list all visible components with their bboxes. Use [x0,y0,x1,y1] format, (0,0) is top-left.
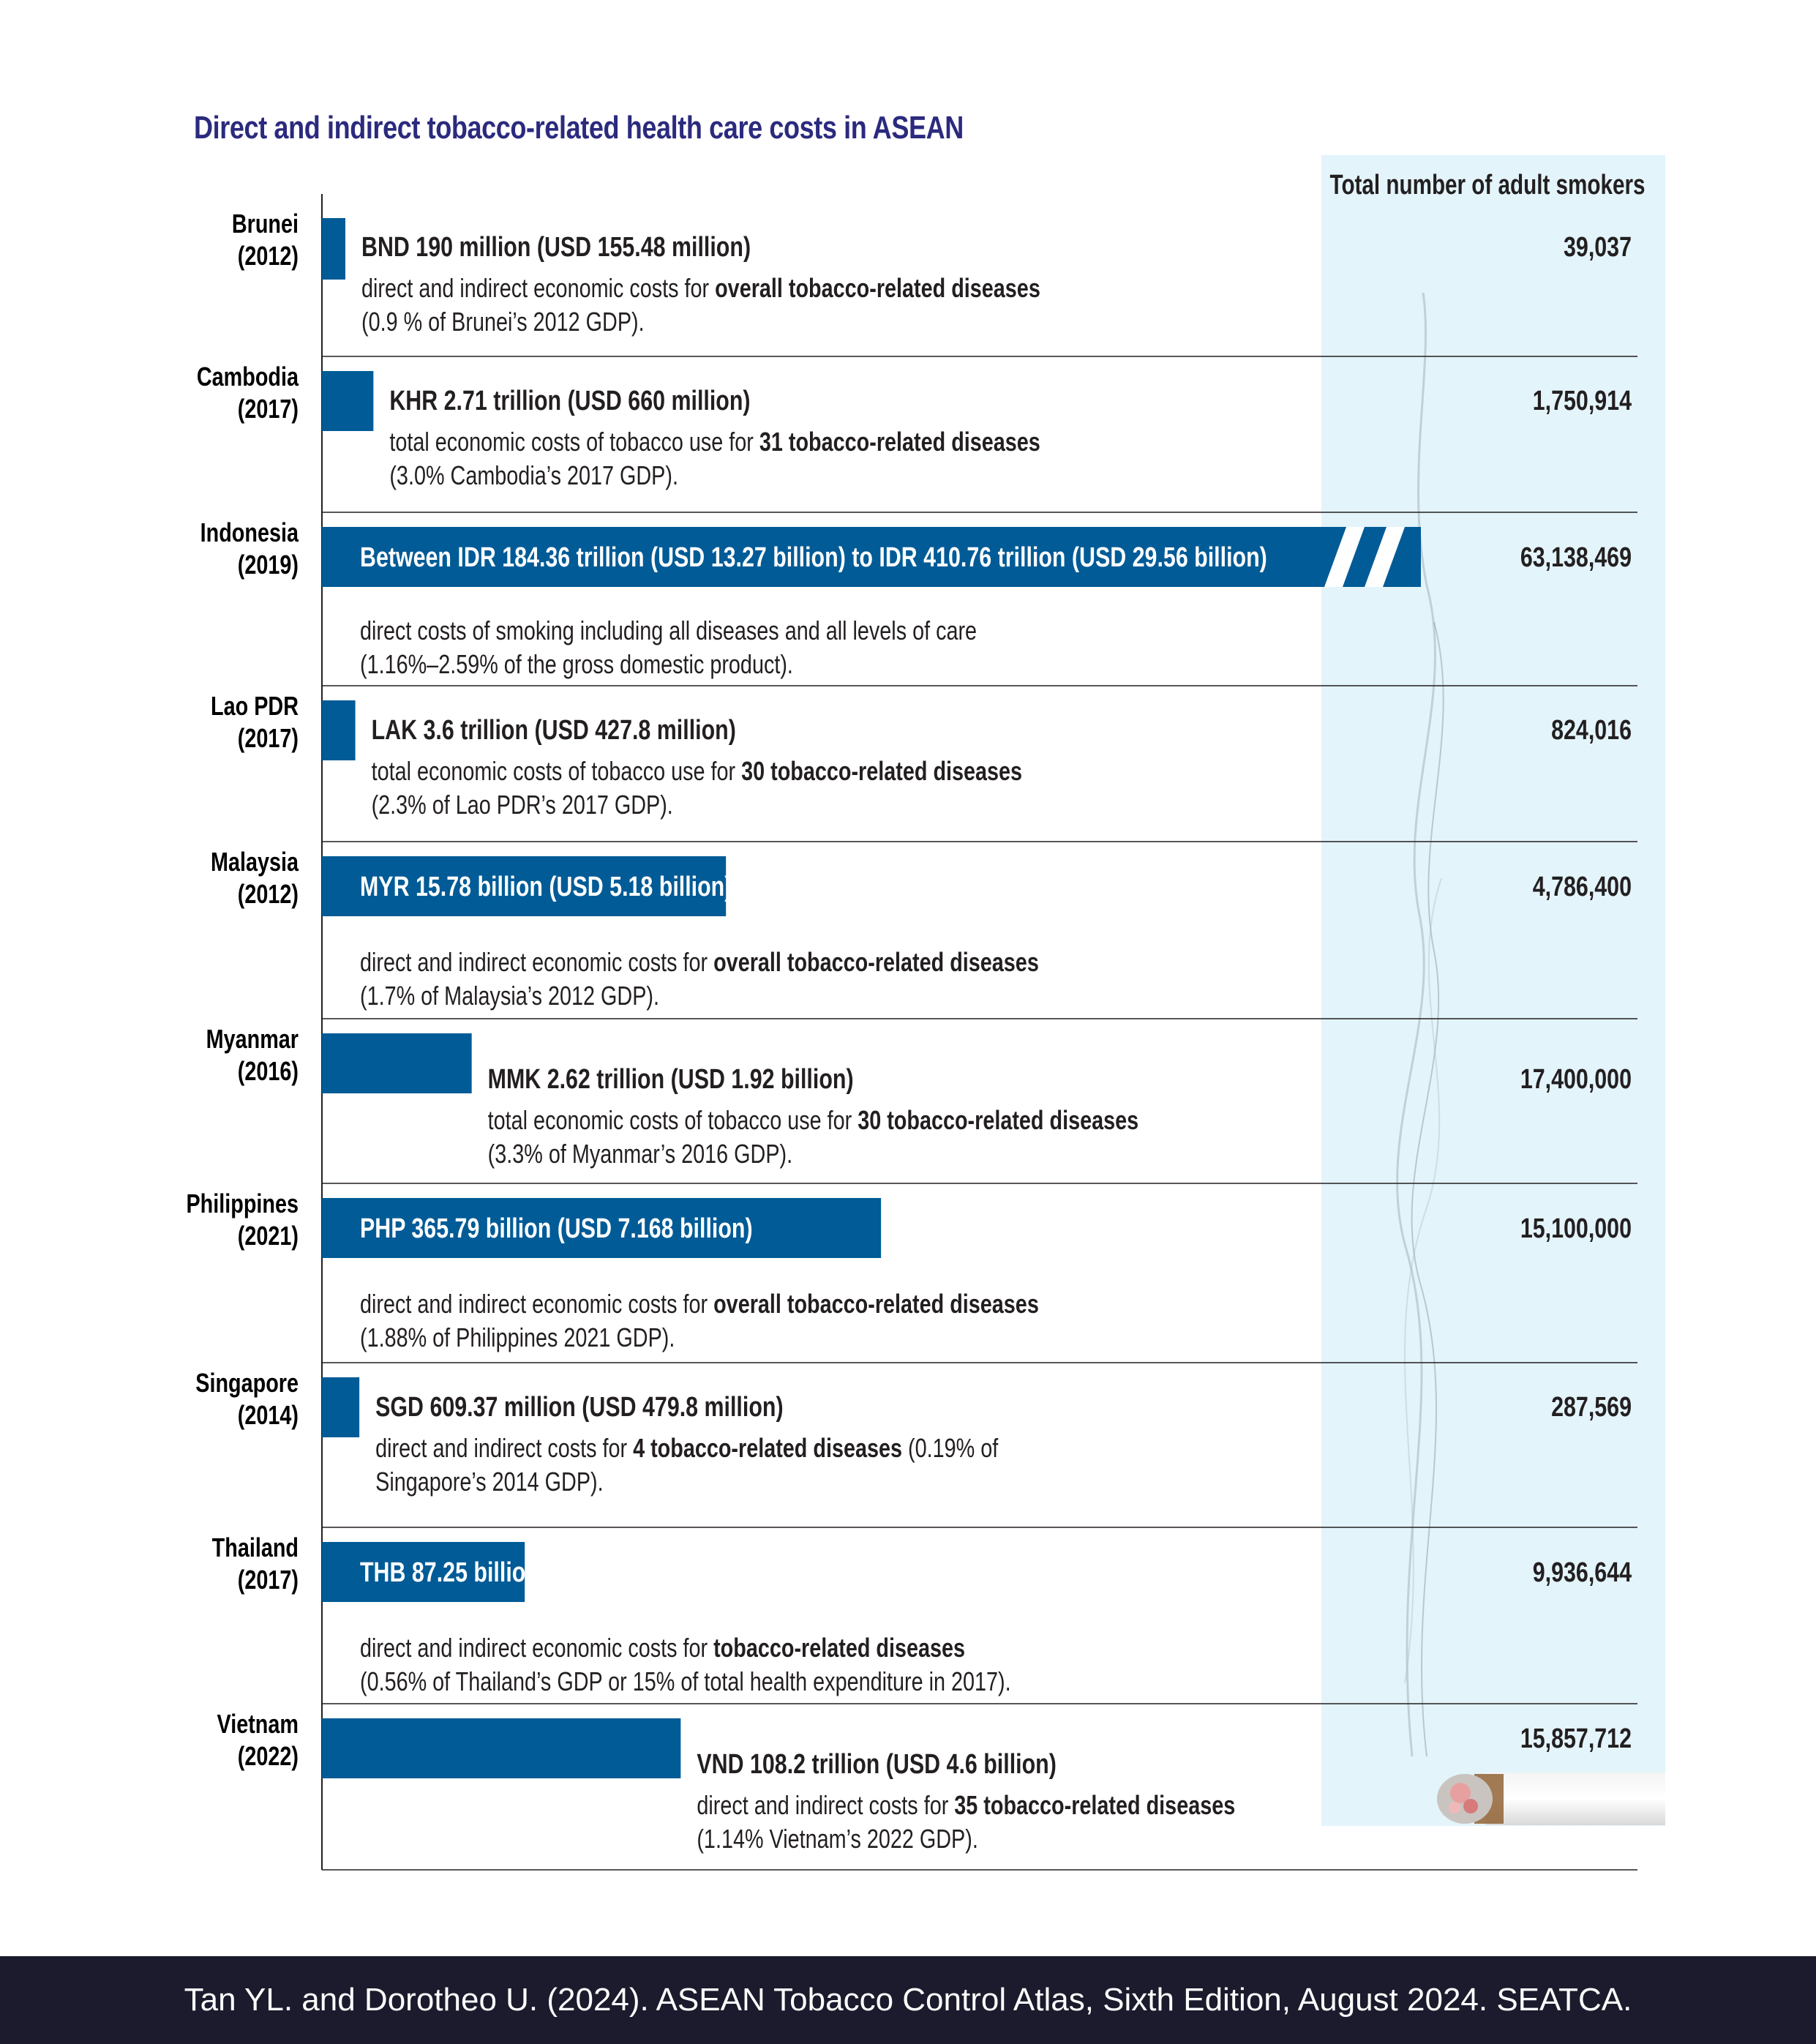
description-bold-text: 30 tobacco-related diseases [858,1104,1139,1135]
country-row [212,1532,1637,1704]
description-gdp-line: (0.9 % of Brunei’s 2012 GDP). [361,306,645,337]
description-gdp-line: Singapore’s 2014 GDP). [375,1466,604,1497]
description-line [361,273,1040,303]
country-row [206,1024,1637,1183]
description-gdp-line: (1.88% of Philippines 2021 GDP). [360,1322,675,1352]
description-bold-text: tobacco-related diseases [713,1632,966,1663]
country-year-label: (2012) [237,878,299,909]
description-line [389,427,1040,457]
smokers-count-label: 15,100,000 [1520,1213,1632,1244]
smokers-count-label: 9,936,644 [1532,1557,1632,1588]
cost-value-label: BND 190 million (USD 155.48 million) [361,231,751,263]
description-line [360,615,977,645]
description-text: direct costs of smoking including all diseases and all levels of care [360,615,978,645]
smokers-count-label: 15,857,712 [1520,1723,1632,1754]
country-year-label: (2021) [237,1220,299,1251]
smokers-count-label: 1,750,914 [1532,385,1632,416]
description-bold-text: overall tobacco-related diseases [715,272,1040,303]
cost-bar [322,371,373,431]
description-gdp-line: (1.7% of Malaysia’s 2012 GDP). [360,980,659,1011]
description-gdp-line: (1.14% Vietnam’s 2022 GDP). [697,1823,978,1854]
description-text: total economic costs of tobacco use for [389,426,759,457]
country-year-label: (2017) [237,1564,299,1595]
description-bold-text: overall tobacco-related diseases [713,946,1039,977]
description-bold-text: 4 tobacco-related diseases [633,1432,903,1463]
smokers-count-label: 824,016 [1551,714,1632,746]
description-gdp-line: (0.56% of Thailand’s GDP or 15% of total health expenditure in 2017). [360,1666,1011,1696]
smokers-count-label: 17,400,000 [1520,1063,1632,1095]
description-gdp-line: (2.3% of Lao PDR’s 2017 GDP). [371,789,673,820]
description-line [360,1289,1039,1319]
country-name-label: Brunei [231,208,299,239]
cost-bar [322,1718,680,1778]
source-citation: Tan YL. and Dorotheo U. (2024). ASEAN Tobacco Control Atlas, Sixth Edition, August 2024. SEATCA. [0,1956,1816,2044]
country-row [232,209,1637,356]
cost-value-label: MMK 2.62 trillion (USD 1.92 billion) [487,1063,854,1095]
cost-value-label: PHP 365.79 billion (USD 7.168 billion) [360,1213,753,1244]
cost-value-label: KHR 2.71 trillion (USD 660 million) [389,385,751,416]
cost-value-label: MYR 15.78 billion (USD 5.18 billion) [360,871,732,902]
country-row [195,1368,1637,1527]
description-text: total economic costs of tobacco use for [371,755,742,786]
cost-value-label: VND 108.2 trillion (USD 4.6 billion) [697,1748,1057,1780]
country-row [197,362,1637,512]
description-text: direct and indirect economic costs for [360,1288,714,1319]
cost-bar [322,1033,472,1093]
description-line [375,1433,999,1463]
country-year-label: (2017) [237,722,299,753]
description-bold-text: overall tobacco-related diseases [713,1288,1039,1319]
country-name-label: Cambodia [196,361,299,392]
description-gdp-line: (1.16%–2.59% of the gross domestic product). [360,648,793,679]
country-name-label: Philippines [186,1188,299,1218]
smokers-column-header: Total number of adult smokers [1329,170,1645,201]
description-line [697,1790,1235,1820]
cost-bar [322,218,345,280]
description-text-tail: (0.19% of [902,1432,999,1463]
country-year-label: (2014) [237,1399,299,1430]
country-name-label: Lao PDR [211,690,299,721]
description-gdp-line: (3.3% of Myanmar’s 2016 GDP). [487,1138,793,1169]
cost-value-label: THB 87.25 billion (USD 2.6 billion) [360,1557,716,1588]
country-year-label: (2016) [237,1055,299,1086]
country-name-label: Myanmar [206,1023,299,1054]
description-line [360,947,1039,977]
description-bold-text: 30 tobacco-related diseases [741,755,1023,786]
smokers-count-label: 63,138,469 [1520,542,1632,573]
country-name-label: Singapore [195,1367,299,1398]
description-line [372,756,1022,786]
description-text: direct and indirect costs for [697,1789,955,1820]
country-row [200,517,1637,686]
smokers-count-label: 287,569 [1551,1391,1632,1423]
description-text: direct and indirect costs for [375,1432,634,1463]
cost-value-label: SGD 609.37 million (USD 479.8 million) [375,1391,784,1423]
description-bold-text: 35 tobacco-related diseases [954,1789,1236,1820]
country-year-label: (2019) [237,549,299,580]
description-bold-text: 31 tobacco-related diseases [759,426,1040,457]
description-line [360,1633,965,1663]
description-gdp-line: (3.0% Cambodia’s 2017 GDP). [389,460,678,490]
cost-bar [322,1377,359,1437]
country-year-label: (2022) [237,1740,299,1771]
description-line [488,1105,1138,1135]
country-name-label: Thailand [211,1532,299,1562]
country-name-label: Indonesia [200,517,299,547]
smokers-count-label: 39,037 [1564,231,1632,263]
country-row [217,1709,1637,1870]
description-text: direct and indirect economic costs for [360,946,714,977]
country-year-label: (2017) [237,393,299,424]
country-row [186,1188,1637,1363]
cost-bar [322,700,356,760]
description-text: direct and indirect economic costs for [360,1632,714,1663]
country-name-label: Vietnam [217,1708,299,1739]
cost-value-label: Between IDR 184.36 trillion (USD 13.27 billion) to IDR 410.76 trillion (USD 29.56 billion) [360,542,1267,573]
cost-value-label: LAK 3.6 trillion (USD 427.8 million) [371,714,736,746]
country-row [211,691,1637,842]
description-text: direct and indirect economic costs for [361,272,716,303]
country-row [211,847,1637,1019]
chart-title: Direct and indirect tobacco-related health care costs in ASEAN [194,110,964,146]
country-name-label: Malaysia [210,846,299,877]
description-text: total economic costs of tobacco use for [487,1104,858,1135]
smokers-count-label: 4,786,400 [1532,871,1632,902]
country-year-label: (2012) [237,240,299,271]
